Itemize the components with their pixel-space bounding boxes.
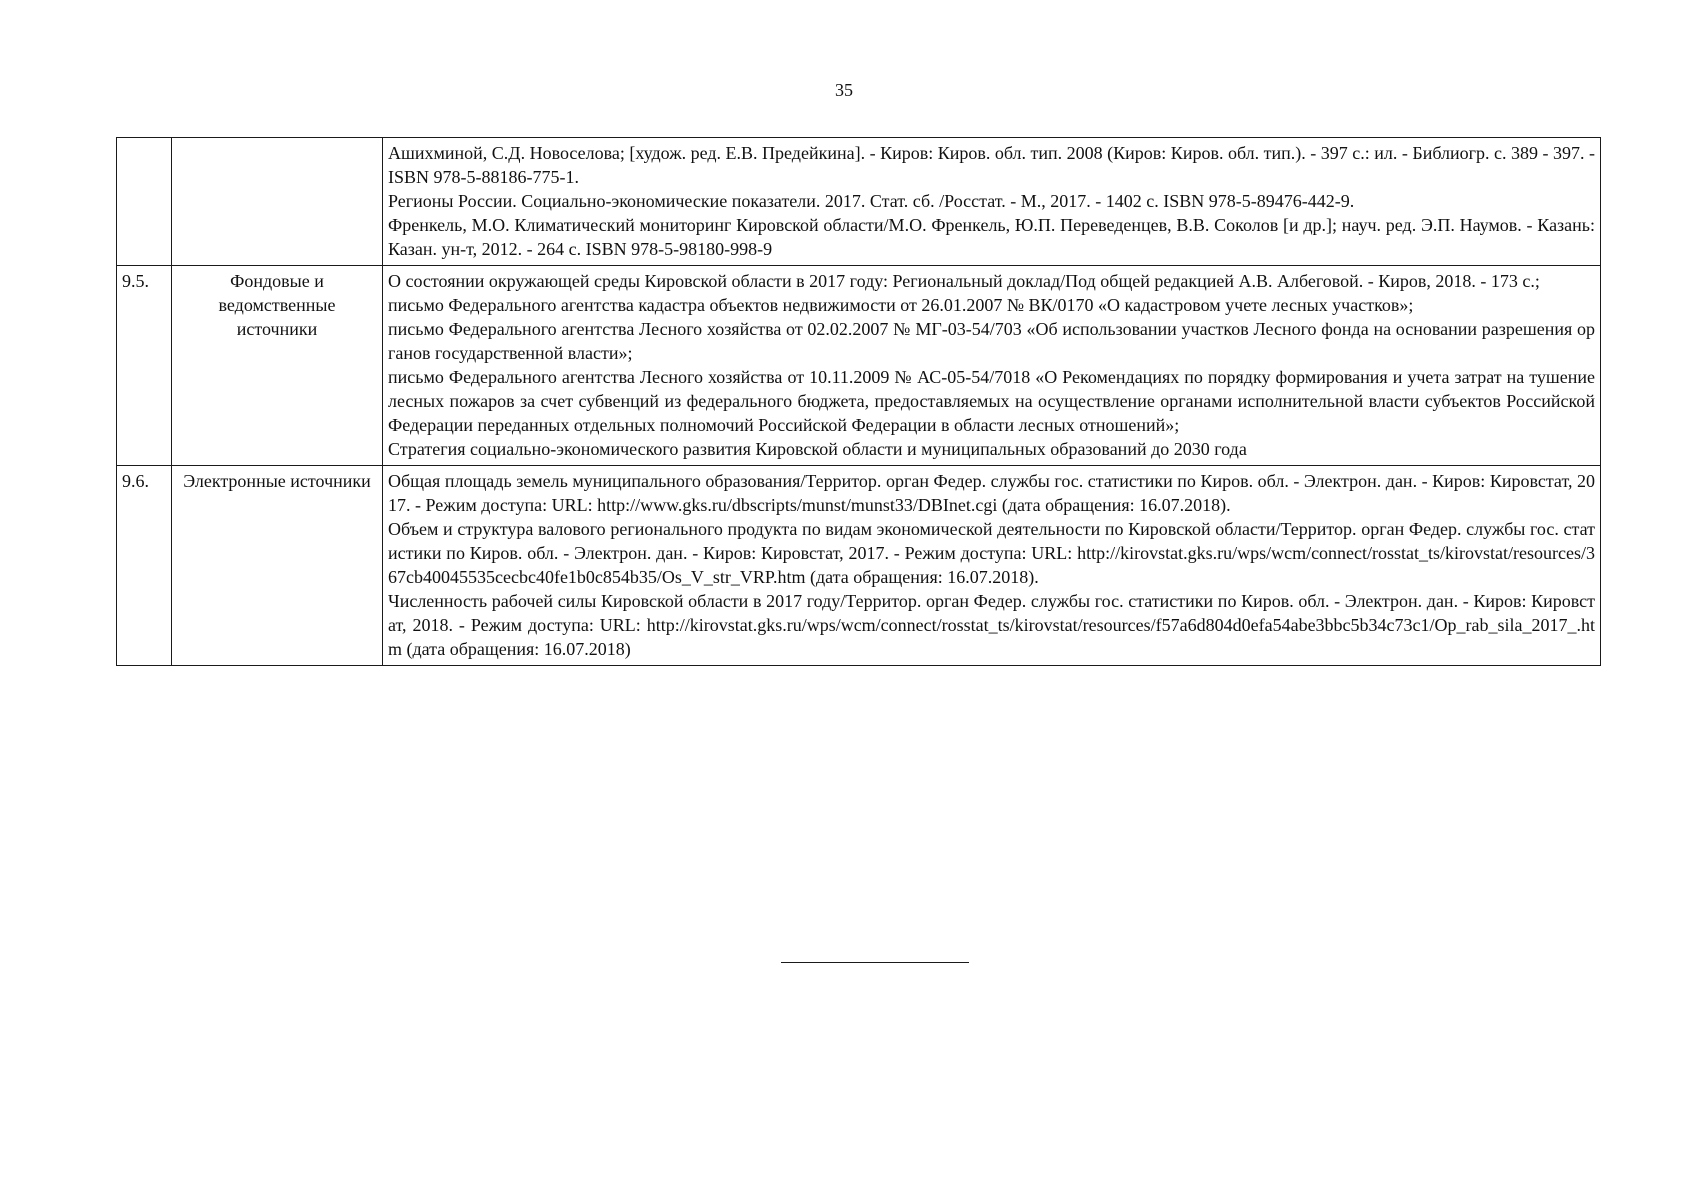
source-entry: Численность рабочей силы Кировской области в 2017 году/Территор. орган Федер. службы гос. статистики по Киров. обл. - Электрон. дан. - Киров: Кировстат, 2018. - Режим доступа: URL: http://kirovstat.gks.ru/wps/wcm/connect/rosstat_ts/kirovstat/resources/f57a6d804d0efa54abe3bbc5b34c73c1/Op_rab_sila_2017_.htm (дата обращения: 16.07.2018) — [388, 591, 1595, 659]
source-type-cell — [172, 138, 383, 266]
bibliography-table — [116, 137, 1601, 666]
source-entry: Объем и структура валового регионального продукта по видам экономической деятельности по Кировской области/Территор. орган Федер. службы гос. статистики по Киров. обл. - Электрон. дан. - Киров: Кировстат, 2017. - Режим доступа: URL: http://kirovstat.gks.ru/wps/wcm/connect/rosstat_ts/kirovstat/resources/367cb40045535cecbc40fe1b0c854b35/Os_V_str_VRP.htm (дата обращения: 16.07.2018). — [388, 519, 1595, 587]
source-entry: письмо Федерального агентства Лесного хозяйства от 10.11.2009 № АС-05-54/7018 «О Рекомендациях по порядку формирования и учета затрат на тушение лесных пожаров за счет субвенций из федерального бюджета, предоставляемых на осуществление органами исполнительной власти субъектов Российской Федерации переданных отдельных полномочий Российской Федерации в области лесных отношений»; — [388, 367, 1595, 435]
source-entry: Френкель, М.О. Климатический мониторинг Кировской области/М.О. Френкель, Ю.П. Переведенцев, В.В. Соколов [и др.]; науч. ред. Э.П. Наумов. - Казань: Казан. ун-т, 2012. - 264 с. ISBN 978-5-98180-998-9 — [388, 215, 1595, 259]
sources-cell — [383, 466, 1601, 666]
row-number-cell — [117, 138, 172, 266]
footer-separator-line — [781, 962, 969, 963]
table-row — [117, 138, 1601, 266]
source-type-cell: Фондовые и ведомственные источники — [172, 266, 383, 466]
source-entry: О состоянии окружающей среды Кировской области в 2017 году: Региональный доклад/Под общей редакцией А.В. Албеговой. - Киров, 2018. - 173 с.; — [388, 271, 1540, 291]
source-entry: письмо Федерального агентства кадастра объектов недвижимости от 26.01.2007 № ВК/0170 «О кадастровом учете лесных участков»; — [388, 295, 1414, 315]
source-entry: Общая площадь земель муниципального образования/Территор. орган Федер. службы гос. статистики по Киров. обл. - Электрон. дан. - Киров: Кировстат, 2017. - Режим доступа: URL: http://www.gks.ru/dbscripts/munst/munst33/DBInet.cgi (дата обращения: 16.07.2018). — [388, 471, 1595, 515]
source-entry: письмо Федерального агентства Лесного хозяйства от 02.02.2007 № МГ-03-54/703 «Об использовании участков Лесного фонда на основании разрешения органов государственной власти»; — [388, 319, 1595, 363]
row-number-cell: 9.5. — [117, 266, 172, 466]
page-number: 35 — [835, 80, 853, 100]
row-number-cell: 9.6. — [117, 466, 172, 666]
table-row — [117, 466, 1601, 666]
source-entry: Ашихминой, С.Д. Новоселова; [худож. ред. Е.В. Предейкина]. - Киров: Киров. обл. тип. 2008 (Киров: Киров. обл. тип.). - 397 с.: ил. - Библиогр. с. 389 - 397. - ISBN 978-5-88186-775-1. — [388, 143, 1596, 187]
sources-cell — [383, 266, 1601, 466]
source-type-cell: Электронные источники — [172, 466, 383, 666]
table-row — [117, 266, 1601, 466]
sources-cell — [383, 138, 1601, 266]
source-entry: Регионы России. Социально-экономические показатели. 2017. Стат. сб. /Росстат. - М., 2017. - 1402 с. ISBN 978-5-89476-442-9. — [388, 191, 1355, 211]
source-entry: Стратегия социально-экономического развития Кировской области и муниципальных образований до 2030 года — [388, 439, 1247, 459]
